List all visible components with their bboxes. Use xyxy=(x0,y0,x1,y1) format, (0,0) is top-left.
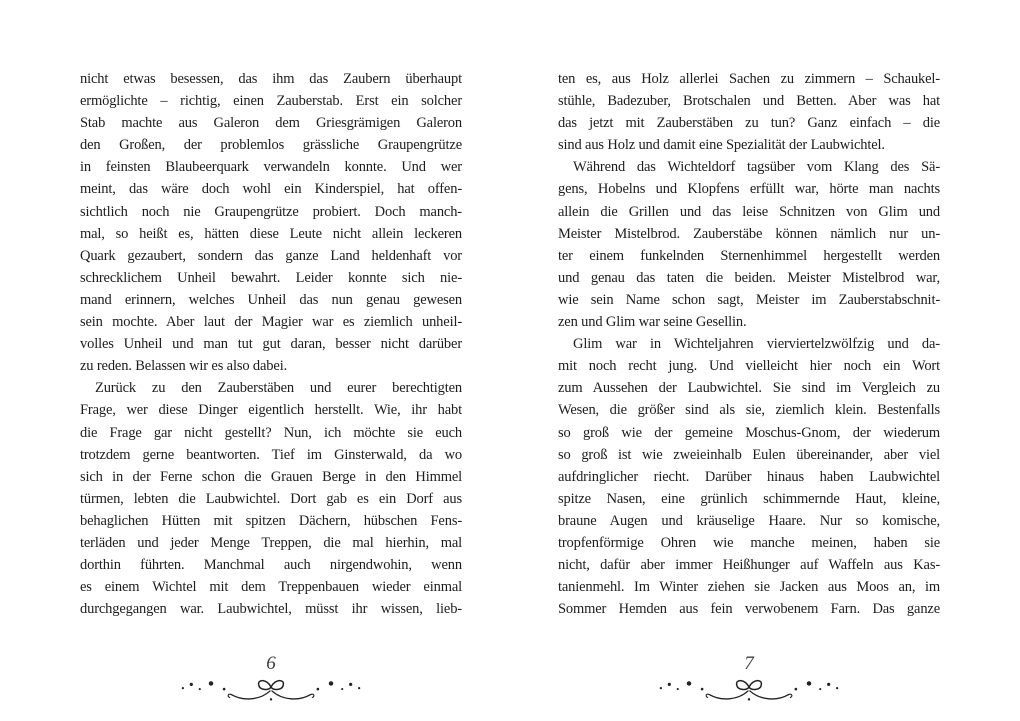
text-line: aufdringlicher riecht. Darüber hinaus haben Laubwichtel xyxy=(558,468,940,485)
text-line: allein die Grillen und das leise Schnitzen von Glim und xyxy=(558,203,940,220)
text-line: mal, so heißt es, hätten diese Leute nicht allein leckeren xyxy=(80,225,462,242)
page-text-right xyxy=(558,68,940,620)
page-number: 7 xyxy=(744,653,754,674)
text-line: Zurück zu den Zauberstäben und eurer berechtigten xyxy=(95,380,462,397)
text-line: zen und Glim war seine Gesellin. xyxy=(558,314,747,331)
text-line: ter einem funkelnden Sternenhimmel hergestellt werden xyxy=(558,247,940,264)
text-line: braune Augen und kräuselige Haare. Nur so komische, xyxy=(558,512,940,529)
text-line: gens, Hobelns und Klopfens erfüllt war, hörte man nachts xyxy=(558,181,940,198)
text-line: ten es, aus Holz allerlei Sachen zu zimmern – Schaukel- xyxy=(558,71,940,87)
page-ornament-icon xyxy=(649,675,849,705)
text-line: terläden und jeder Menge Treppen, die mal hierhin, mal xyxy=(80,534,462,551)
text-line: Quark gezaubert, sondern das ganze Land heldenhaft vor xyxy=(80,247,462,264)
text-line: mit noch recht jung. Und vielleicht hier noch ein Wort xyxy=(558,358,940,375)
page-footer-right xyxy=(558,654,940,721)
text-line: meint, das wäre doch wohl ein Kinderspiel, hat offen- xyxy=(80,181,462,198)
text-line: es einem Wichtel mit dem Treppenbauen wieder einmal xyxy=(80,579,462,596)
text-line: trotzdem gerne beantworten. Tief im Ginsterwald, da wo xyxy=(80,446,462,463)
text-line: sichtlich noch nie Graupengrütze probiert. Doch manch- xyxy=(80,203,462,220)
text-line: Während das Wichteldorf tagsüber vom Klang des Sä- xyxy=(573,159,940,176)
text-line: ermöglichte – richtig, einen Zauberstab. Erst ein solcher xyxy=(80,93,462,110)
text-line: tropfenförmige Ohren wie manche meinen, haben sie xyxy=(558,534,940,551)
text-line: Stab machte aus Galeron dem Griesgrämigen Galeron xyxy=(80,115,462,132)
page-text-left xyxy=(80,68,462,620)
text-line: Meister Mistelbrod. Zauberstäbe können nämlich nur un- xyxy=(558,225,940,242)
text-line: dorthin führten. Manchmal auch nirgendwohin, wenn xyxy=(80,557,462,574)
page-right xyxy=(510,0,1020,721)
page-ornament-icon xyxy=(171,675,371,705)
text-line: wie sein Name schon sagt, Meister im Zauberstabschnit- xyxy=(558,291,940,308)
text-line: die Frage gar nicht gestellt? Nun, ich möchte sie euch xyxy=(80,424,462,441)
text-line: tanienmehl. Im Winter ziehen sie Jacken aus Moos an, im xyxy=(558,579,940,596)
text-line: zum Aussehen der Laubwichtel. Sie sind im Vergleich zu xyxy=(558,380,940,397)
text-line: spitze Nasen, eine grünlich schimmernde Haut, kleine, xyxy=(558,490,940,507)
text-line: sind aus Holz und damit eine Spezialität der Laubwichtel. xyxy=(558,137,885,154)
text-line: volles Unheil und man tut gut daran, besser nicht darüber xyxy=(80,336,462,353)
text-line: in feinsten Blaubeerquark verwandeln konnte. Und wer xyxy=(80,159,462,176)
text-line: sich in der Ferne schon die Grauen Berge in den Himmel xyxy=(80,468,462,485)
text-line: Glim war in Wichteljahren vierviertelzwölfzig und da- xyxy=(573,336,940,353)
text-line: Wesen, die größer sind als sie, ziemlich klein. Bestenfalls xyxy=(558,402,940,419)
text-line: nicht etwas besessen, das ihm das Zaubern überhaupt xyxy=(80,71,462,87)
text-line: stühle, Badezuber, Brotschalen und Betten. Aber was hat xyxy=(558,93,940,110)
page-number: 6 xyxy=(266,653,276,674)
text-line: so groß ist wie zweieinhalb Eulen übereinander, aber viel xyxy=(558,446,940,463)
text-line: behaglichen Hütten mit spitzen Dächern, hübschen Fens- xyxy=(80,512,462,529)
text-line: sein mochte. Aber laut der Magier war es ziemlich unheil- xyxy=(80,314,462,331)
text-line: so groß wie der gemeine Moschus-Gnom, der wiederum xyxy=(558,424,940,441)
text-line: durchgegangen war. Laubwichtel, müsst ihr wissen, lieb- xyxy=(80,601,462,618)
text-line: mand erinnern, welches Unheil das nun genau gewesen xyxy=(80,291,462,308)
text-line: Frage, wer diese Dinger eigentlich herstellt. Wie, ihr habt xyxy=(80,402,462,419)
text-line: nicht, dafür aber immer Heißhunger auf Waffeln aus Kas- xyxy=(558,557,940,574)
text-line: schrecklichem Unheil bewahrt. Leider konnte sich nie- xyxy=(80,269,462,286)
text-line: zu reden. Belassen wir es also dabei. xyxy=(80,358,288,375)
text-line: Sommer Hemden aus fein verwobenem Farn. Das ganze xyxy=(558,601,940,618)
text-line: türmen, lebten die Laubwichtel. Dort gab es ein Dorf aus xyxy=(80,490,462,507)
text-line: das jetzt mit Zauberstäben zu tun? Ganz einfach – die xyxy=(558,115,940,132)
text-line: den Großen, der problemlos grässliche Graupengrütze xyxy=(80,137,462,154)
page-footer-left xyxy=(80,654,462,721)
text-line: und genau das taten die beiden. Meister Mistelbrod war, xyxy=(558,269,940,286)
